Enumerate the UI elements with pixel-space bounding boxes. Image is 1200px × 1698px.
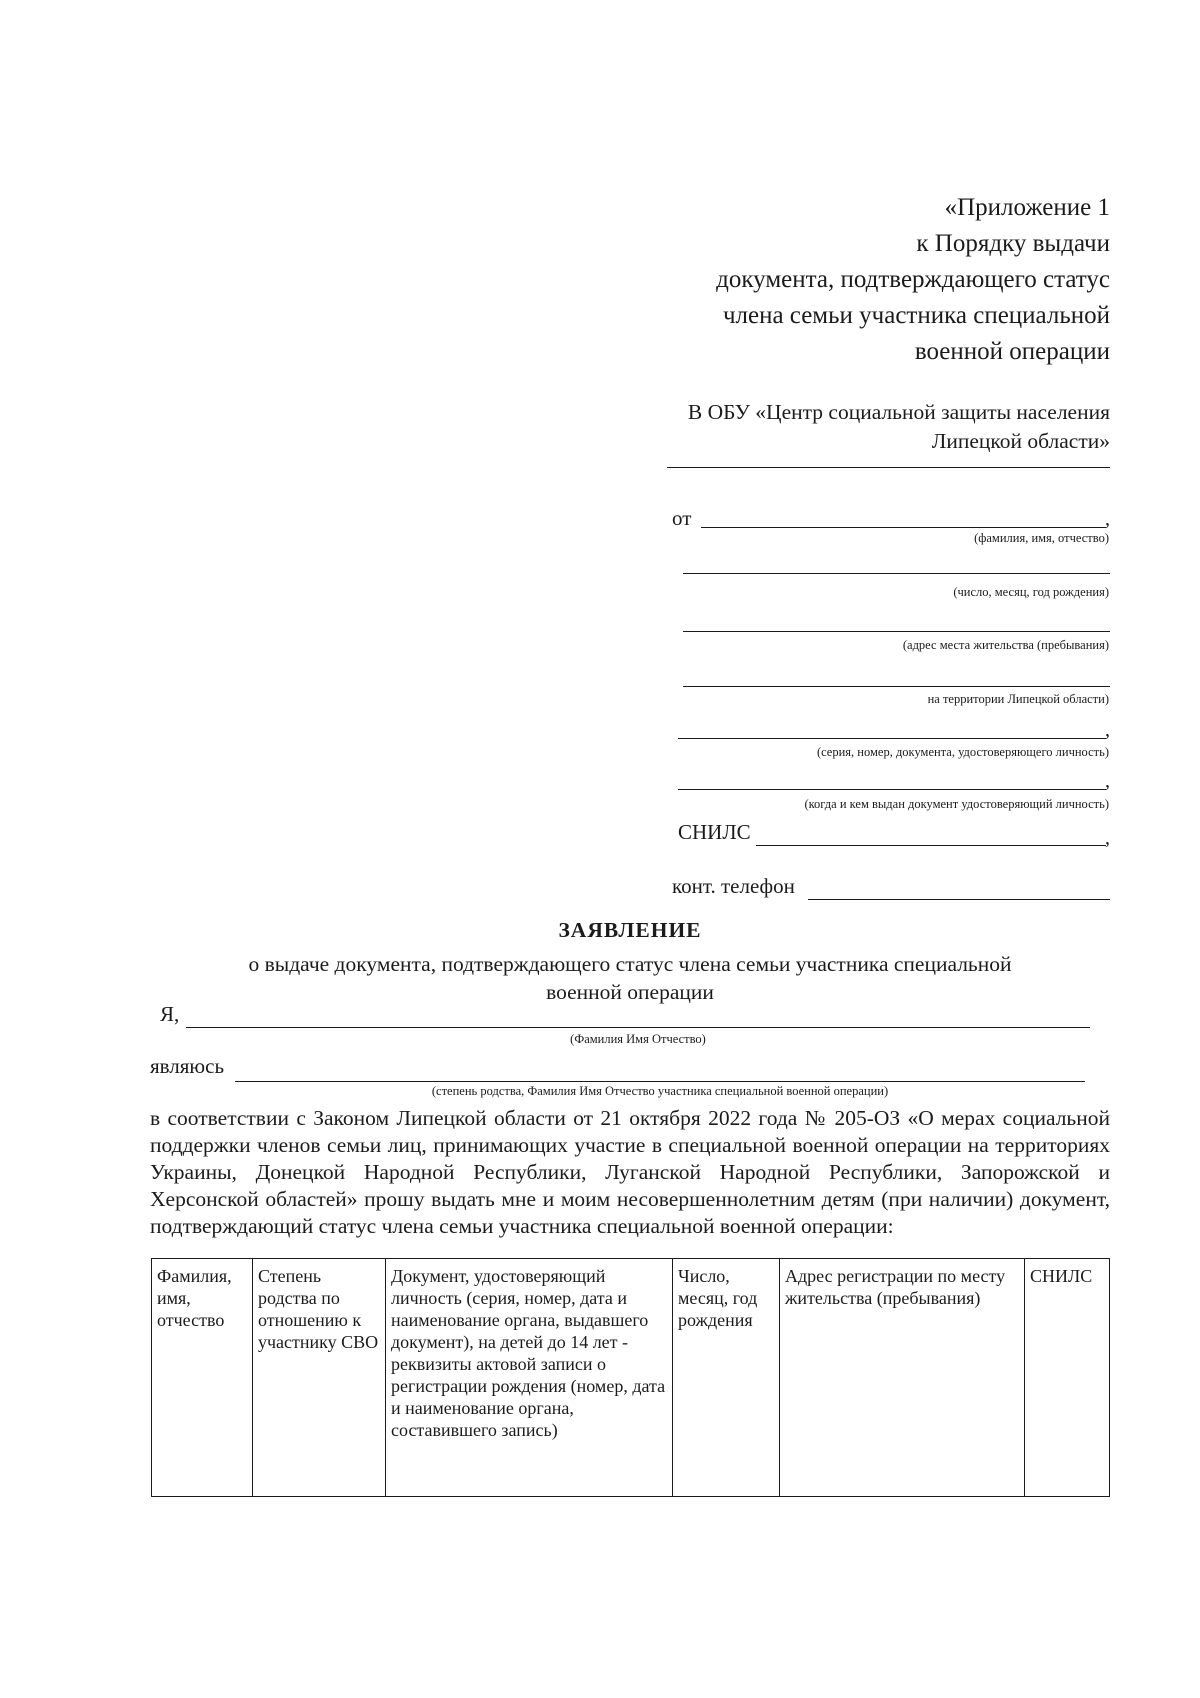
header-snils: СНИЛС [1025,1259,1110,1497]
header-full-name: Фамилия, имя, отчество [152,1259,253,1497]
territory-line[interactable] [683,686,1110,687]
id-document-line[interactable] [678,738,1106,739]
addressee-block [688,398,1110,456]
header-identity-document: Документ, удостоверяющий личность (серия, номер, дата и наименование органа, выдавшего документ), на детей до 14 лет - реквизиты актовой записи о регистрации рождения (номер, дата и наименование органа, составившего запись) [386,1259,673,1497]
comma: , [1105,827,1110,849]
from-label: от [672,506,692,530]
statement-subtitle: о выдаче документа, подтверждающего статус члена семьи участника специальной военной операции [248,952,1012,1004]
table-header-row [152,1259,1110,1497]
appendix-reference [716,190,1110,370]
birth-date-caption: (число, месяц, год рождения) [953,585,1109,599]
appendix-line: военной операции [914,338,1110,365]
phone-label: конт. телефон [672,874,795,898]
statement-title: ЗАЯВЛЕНИЕ [558,918,702,942]
header-relation-degree: Степень родства по отношению к участнику СВО [253,1259,386,1497]
comma: , [1105,508,1110,530]
fio-caption: (фамилия, имя, отчество) [974,531,1109,545]
family-members-table [151,1258,1110,1497]
id-document-caption: (серия, номер, документа, удостоверяющего личность) [816,745,1109,759]
address-caption: (адрес места жительства (пребывания) [902,638,1109,652]
snils-label: СНИЛС [678,820,751,844]
fio-line[interactable] [701,527,1106,528]
address-line[interactable] [683,631,1110,632]
appendix-line: к Порядку выдачи [916,230,1110,257]
statement-paragraph: в соответствии с Законом Липецкой области от 21 октября 2022 года № 205-ОЗ «О мерах социальной поддержки членов семьи лиц, принимающих участие в специальной военной операции на территориях Украины, Донецкой Народной Республики, Луганской Народной Республики, Запорожской и Херсонской областей» прошу выдать мне и моим несовершеннолетним детям (при наличии) документ, подтверждающий статус члена семьи участника специальной военной операции: [150,1106,1110,1238]
addressee-extra-line[interactable] [667,467,1110,468]
phone-line[interactable] [808,899,1110,900]
issued-line[interactable] [678,789,1106,790]
comma: , [1105,719,1110,741]
header-birth-date: Число, месяц, год рождения [673,1259,780,1497]
territory-caption: на территории Липецкой области) [927,692,1109,706]
relation-caption: (степень родства, Фамилия Имя Отчество участника специальной военной операции) [431,1084,889,1098]
am-label: являюсь [150,1054,225,1078]
birth-date-line[interactable] [683,573,1110,574]
header-registration-address: Адрес регистрации по месту жительства (пребывания) [780,1259,1025,1497]
i-label: Я, [160,1002,180,1026]
addressee-line: Липецкой области» [931,429,1110,453]
relation-line[interactable] [235,1081,1085,1082]
appendix-line: члена семьи участника специальной [722,302,1110,329]
applicant-name-line[interactable] [186,1027,1090,1028]
issued-caption: (когда и кем выдан документ удостоверяющий личность) [804,797,1109,811]
comma: , [1105,770,1110,792]
appendix-line: «Приложение 1 [944,194,1110,221]
snils-line[interactable] [756,845,1106,846]
addressee-line: В ОБУ «Центр социальной защиты населения [687,400,1110,424]
applicant-name-caption: (Фамилия Имя Отчество) [570,1032,706,1046]
appendix-line: документа, подтверждающего статус [716,266,1110,293]
